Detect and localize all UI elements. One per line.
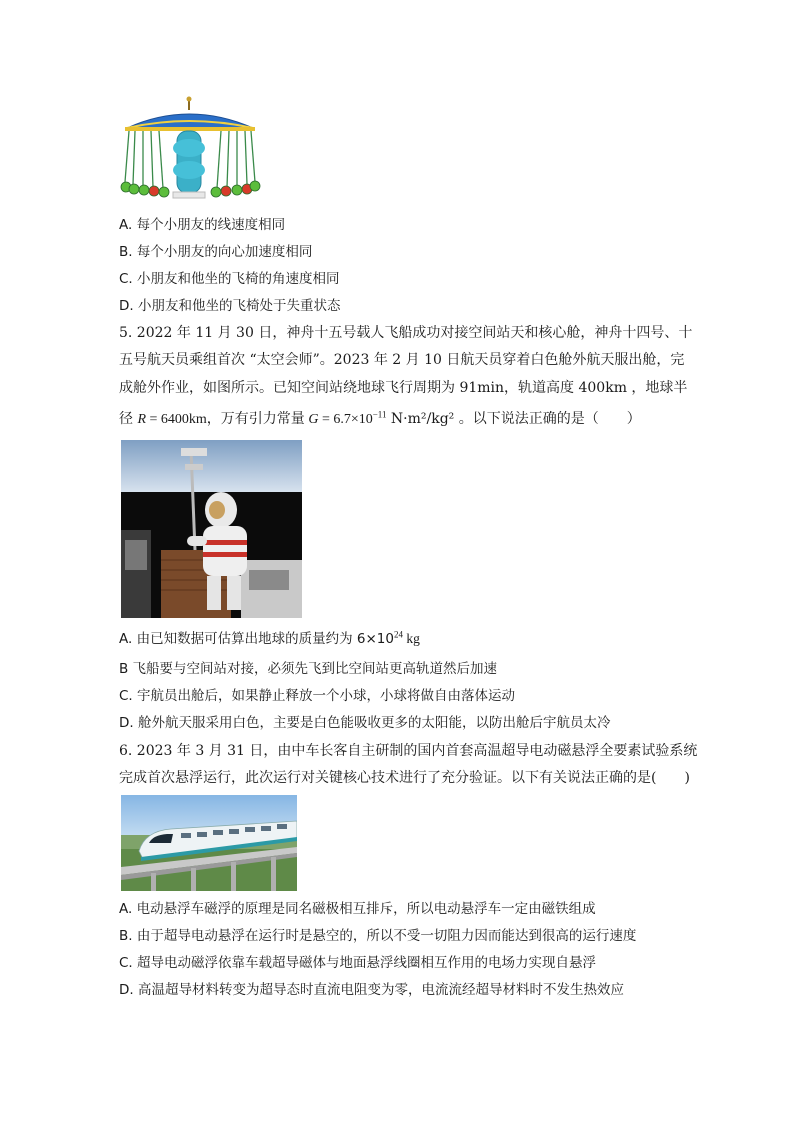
q6-stem-line-1: 6. 2023 年 3 月 31 日，由中车长客自主研制的国内首套高温超导电动磁悬浮全要素试验系统 (119, 743, 698, 759)
maglev-train-photo (121, 795, 297, 891)
q5-gravity-unit: N·m²/kg² 。以下说法正确的是（ ） (386, 411, 641, 427)
q5-gravity-value: = 6.7×10 (318, 412, 373, 427)
q6-stem-line-2: 完成首次悬浮运行，此次运行对关键核心技术进行了充分验证。以下有关说法正确的是( ) (119, 770, 690, 786)
q4-option-a[interactable]: A. 每个小朋友的线速度相同 (119, 217, 286, 233)
q5-stem-line-4 (119, 409, 641, 430)
q4-option-c[interactable]: C. 小朋友和他坐的飞椅的角速度相同 (119, 271, 340, 287)
q5-gravity-symbol: G (308, 412, 319, 427)
q5-radius-value: = 6400km，万有引力常量 (146, 412, 309, 427)
q5-stem-line-3: 成舱外作业，如图所示。已知空间站绕地球飞行周期为 91min，轨道高度 400km ，地球半 (119, 380, 688, 396)
q4-option-b[interactable]: B. 每个小朋友的向心加速度相同 (119, 244, 313, 260)
q5-gravity-exponent: −11 (372, 409, 387, 420)
astronaut-illustration (121, 440, 302, 618)
q5-option-a-text: A. 由已知数据可估算出地球的质量约为 6×10 (119, 631, 394, 647)
q5-stem-line-2: 五号航天员乘组首次 “太空会师”。2023 年 2 月 10 日航天员穿着白色舱外航天服出舱，完 (119, 352, 685, 368)
q4-option-d[interactable]: D. 小朋友和他坐的飞椅处于失重状态 (119, 298, 341, 314)
q6-option-c[interactable]: C. 超导电动磁浮依靠车载超导磁体与地面悬浮线圈相互作用的电场力实现自悬浮 (119, 955, 597, 971)
swing-ride-illustration (119, 96, 261, 202)
q5-radius-prefix: 径 (119, 411, 138, 427)
q6-option-a[interactable]: A. 电动悬浮车磁浮的原理是同名磁极相互排斥，所以电动悬浮车一定由磁铁组成 (119, 901, 596, 917)
swing-ride-figure (119, 96, 261, 202)
q5-option-c[interactable]: C. 宇航员出舱后，如果静止释放一个小球，小球将做自由落体运动 (119, 688, 516, 704)
q5-option-b[interactable]: B 飞船要与空间站对接，必须先飞到比空间站更高轨道然后加速 (119, 661, 498, 677)
q5-option-d[interactable]: D. 舱外航天服采用白色，主要是白色能吸收更多的太阳能，以防出舱后宇航员太冷 (119, 715, 611, 731)
astronaut-photo (121, 440, 302, 618)
q5-radius-symbol: R (137, 412, 147, 427)
maglev-train-illustration (121, 795, 297, 891)
q6-option-d[interactable]: D. 高温超导材料转变为超导态时直流电阻变为零，电流流经超导材料时不发生热效应 (119, 982, 624, 998)
q5-option-a-unit: kg (402, 631, 420, 646)
q6-option-b[interactable]: B. 由于超导电动悬浮在运行时是悬空的，所以不受一切阻力因而能达到很高的运行速度 (119, 928, 637, 944)
q5-option-a[interactable] (119, 629, 420, 649)
q5-option-a-exponent: 24 (393, 629, 403, 640)
q5-stem-line-1: 5. 2022 年 11 月 30 日，神舟十五号载人飞船成功对接空间站天和核心舱，神舟十四号、十 (119, 325, 693, 341)
